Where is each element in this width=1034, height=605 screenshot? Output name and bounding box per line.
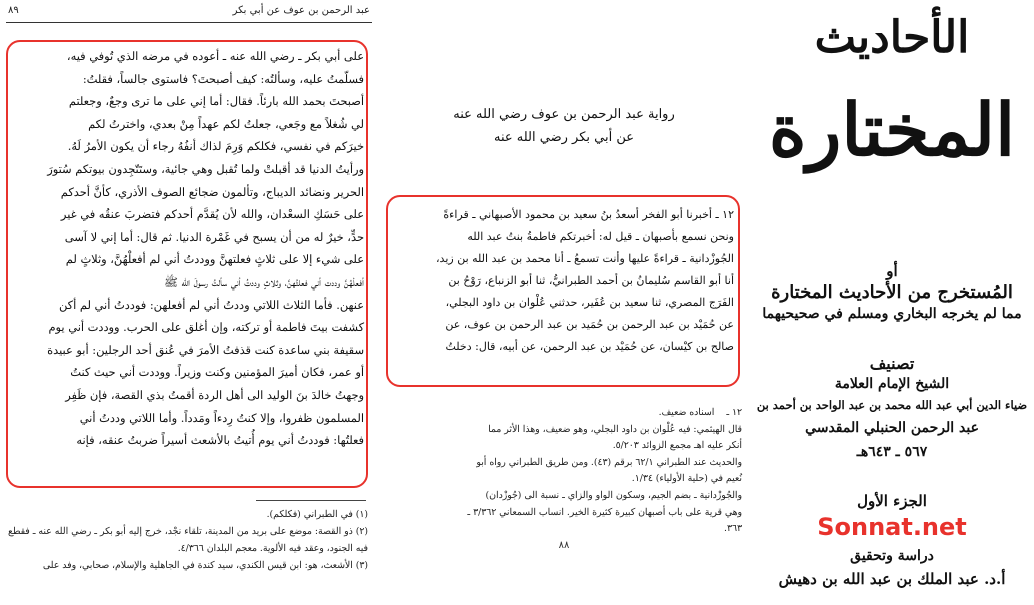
footnote-rule	[256, 500, 366, 501]
text-line: على أبي بكر ـ رضي الله عنه ـ أعوده في مرضه الذي تُوفي فيه،	[66, 49, 364, 63]
text-line: ونحن نسمع بأصبهان ـ قيل له: أخبرتكم فاطمةُ بنتُ عبد الله	[467, 230, 734, 243]
text-line: أصبحتَ بحمد الله بارئاً. فقال: أما إني على ما ترى وجعٌ، وجعلتم	[68, 94, 364, 109]
title-top: الأحاديث	[814, 12, 970, 63]
text-line: عن حُمَيْد بن عبد الرحمن بن حُمَيد بن عبد الرحمن بن عوف، عن	[445, 318, 734, 331]
author-name-1: ضياء الدين أبي عبد الله محمد بن عبد الواحد بن أحمد بن	[756, 398, 1028, 412]
dates: ٥٦٧ ـ ٦٤٣هـ	[856, 444, 928, 460]
page-89	[0, 0, 378, 605]
text-line: المسلمون ظفروا، وإلا كنتُ رِدءاً ومَدداً. وأما اللاتي وددتُ أني	[79, 410, 364, 425]
footnote-line: وهي قرية على باب أصبهان كبيرة كثيرة الخير. انساب السمعاني ٣/٣٦٢ ـ	[467, 506, 742, 518]
study-label: دراسة وتحقيق	[850, 548, 934, 564]
text-line: كشفت بيتَ فاطمة أو تركته، وإن أغلق على الحرب. ووددت أني يوم	[48, 320, 364, 335]
sheikh-title: الشيخ الإمام العلامة	[834, 376, 950, 392]
text-line: صالح بن كيْسان، عن حُمَيْد بن عبد الرحمن، عن أبيه، قال: دخلتُ	[445, 340, 734, 353]
footnote-line: والجُوزْدانية ـ بضم الجيم، وسكون الواو والزاي ـ نسبة الى (جُوزْدان)	[485, 489, 742, 501]
header-rule	[6, 22, 372, 23]
footnote-number: ١٢ ـ	[726, 407, 742, 418]
narration-heading	[378, 103, 750, 149]
footnote-body	[392, 422, 742, 538]
text-line: ورأيتُ الدنيا قد أقبلتْ ولما تُقبل وهي جائية، وستَتّجِدون بيوتكم سُتورَ	[47, 161, 364, 176]
page-number: ٨٩	[8, 5, 19, 16]
running-header	[8, 5, 370, 16]
footnote: (١) في الطبراني (فكلكم).	[266, 509, 368, 520]
page-88	[378, 0, 750, 605]
watermark: Sonnat.net	[817, 513, 967, 541]
or-label: أو	[886, 262, 898, 280]
subtitle-2: مما لم يخرجه البخاري ومسلم في صحيحيهما	[762, 306, 1022, 322]
title-main: المختارة	[768, 87, 1016, 172]
footnote-line: نُعيم في (حلية الأولياء) ١/٣٤.	[631, 473, 742, 485]
narration-line: رواية عبد الرحمن بن عوف رضي الله عنه	[453, 107, 675, 122]
hadith-text	[14, 45, 364, 452]
text-line: الحرير ونضائد الديباج، وتألمون ضجائع الصوف الأذري، كأنَّ أحدكم	[60, 184, 364, 199]
header-title: عبد الرحمن بن عوف عن أبي بكر	[232, 5, 370, 16]
narration-line: عن أبي بكر رضي الله عنه	[494, 130, 634, 145]
text-line: وجهتُ خالدَ بنَ الوليد الى أهل الردة أقمتُ بذي القصة، فإن ظَفِر	[65, 387, 364, 402]
title-page	[750, 0, 1034, 605]
text-line: خيرَكم في نفسي، فكلكم وَرِمَ لذاك أنفُهُ رجاء أن يكون الأمرُ لَهُ.	[67, 139, 364, 154]
text-line: عنهن. فأما الثلاث اللاتي وددتُ أني لم أفعلهن: فوددتُ أني لم أكن	[59, 297, 364, 312]
text-line: أو عمر، فكان أميرَ المؤمنين وكنت وزيراً. ووددت أني حيث كنتُ	[70, 365, 364, 380]
volume-label: الجزء الأول	[857, 492, 927, 510]
author-name-2: عبد الرحمن الحنبلي المقدسي	[805, 420, 979, 436]
text-line: أفعلْهُنَّ وددت أني فعلتُهنَّ، وثلاثٍ وددتُ أني سألتُ رسولَ الله ﷺ	[164, 274, 364, 289]
footnotes	[392, 405, 742, 538]
text-line: ١٢ ـ أخبرنا أبو الفخر أسعدُ بنُ سعيد بن محمود الأصبهاني ـ قراءةً	[443, 208, 734, 221]
text-line: سقيفة بني ساعدة كنت قذفتُ الأمرَ في عُنق أحد الرجلين: أبو عبيدة	[47, 342, 364, 357]
footnote-head: اسناده ضعيف.	[658, 407, 715, 418]
text-line: الفَرَج المصري، ثنا سعيد بن عُفَير، حدثني عُلْوان بن داود البجلي،	[445, 296, 734, 309]
text-line: فسلّمتُ عليه، وسألتُه: كيف أصبحتَ؟ فاستوى جالساً، فقلتُ:	[82, 71, 364, 86]
text-line: لي شُغلاً مع وجَعي، جعلتُ لكم عهداً مِنْ بعدي، واخترتُ لكم	[88, 116, 364, 131]
footnotes	[8, 506, 368, 574]
text-line: حدٍّ، خيرٌ له من أن يسبح في غَمْرة الدنيا. ثم قال: أما إني لا آسى	[64, 229, 364, 244]
footnote-line: قال الهيثمي: فيه عُلْوان بن داود البجلي، وهو ضعيف، وهذا الأثر مما	[488, 423, 742, 435]
footnote-line: أنكر عليه اهـ مجمع الزوائد ٥/٢٠٣.	[612, 440, 742, 452]
footnote-line: والحديث عند الطبراني ٦٢/١ برقم (٤٣). ومن طريق الطبراني رواه أبو	[476, 456, 742, 468]
authorship-label: تصنيف	[869, 354, 915, 373]
text-line: على شيء إلا على ثلاثٍ فعلتهنَّ ووددتُ أني لم أفعلْهُنَّ، وثلاثٍ لم	[65, 252, 364, 267]
footnote: (٢) ذو القصة: موضع على بريد من المدينة، تلقاء نجْد، خرج إليه أبو بكر ـ رضي الله عنه ـ فقطع فيه الجنود، وعقد فيه الألوية. معجم البلدان ٤/٣٦٦.	[8, 526, 368, 554]
text-line: فعلتُها: فوددتُ أني يوم أُتيتُ بالأشعث أسيراً ضربتُ عنقه، فإنه	[76, 433, 364, 448]
text-line: أنا أبو القاسم سُليمانُ بن أحمد الطبرانيُّ، ثنا أبو الزنباع، رَوْحُ بن	[448, 274, 734, 287]
footnote-line: ٣٦٣.	[724, 523, 742, 535]
text-line: على حَسَكِ السعْدان، والله لأن يُقدَّم أحدكم فتضربَ عنقُه في غير	[60, 207, 364, 222]
footnote: (٣) الأشعث، هو: ابن قيس الكندي، سيد كندة في الجاهلية والإسلام، صحابي، وفد على	[42, 560, 368, 571]
editor-name: أ.د. عبد الملك بن عبد الله بن دهيش	[778, 570, 1006, 588]
subtitle-1: المُستخرج من الأحاديث المختارة	[771, 282, 1013, 303]
isnad-text	[392, 204, 734, 358]
text-line: الجُوزْدانية ـ قراءةً عليها وأنت تسمعُ ـ أنا محمد بن عبد الله بن زيد،	[436, 252, 734, 265]
page-number: ٨٨	[558, 540, 570, 551]
